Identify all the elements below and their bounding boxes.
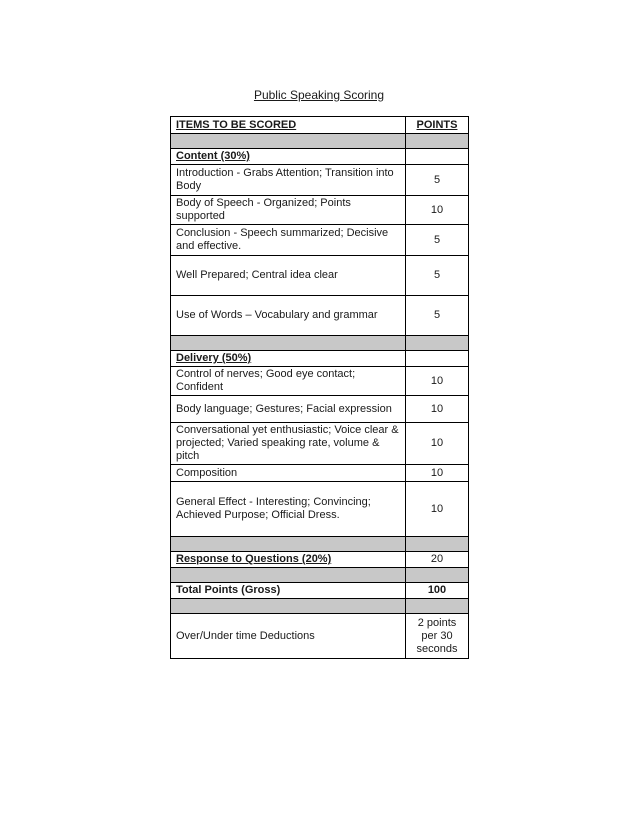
total-row: [171, 583, 469, 599]
response-row: [171, 552, 469, 568]
spacer-cell: [406, 599, 469, 614]
table-row: [171, 396, 469, 423]
table-row: [171, 423, 469, 465]
spacer-cell: [406, 336, 469, 351]
spacer-cell: [171, 568, 406, 583]
page-title: Public Speaking Scoring: [253, 88, 385, 102]
content-section-label: Content (30%): [171, 149, 406, 165]
table-row: [171, 367, 469, 396]
points-column-header: POINTS: [406, 117, 469, 134]
points-cell: 5: [406, 256, 469, 296]
item-cell: Conversational yet enthusiastic; Voice clear & projected; Varied speaking rate, volume & pitch: [171, 423, 406, 465]
spacer-cell: [406, 537, 469, 552]
delivery-section-label: Delivery (50%): [171, 351, 406, 367]
points-cell: 10: [406, 367, 469, 396]
points-cell: 10: [406, 482, 469, 537]
response-label: Response to Questions (20%): [171, 552, 406, 568]
table-header-row: [171, 117, 469, 134]
content-section-row: [171, 149, 469, 165]
spacer-cell: [171, 599, 406, 614]
total-label: Total Points (Gross): [171, 583, 406, 599]
table-row: [171, 296, 469, 336]
item-cell: Use of Words – Vocabulary and grammar: [171, 296, 406, 336]
table-row: [171, 196, 469, 225]
spacer-row: [171, 568, 469, 583]
points-cell: 10: [406, 465, 469, 482]
spacer-row: [171, 537, 469, 552]
table-row: [171, 225, 469, 256]
response-points: 20: [406, 552, 469, 568]
spacer-cell: [171, 134, 406, 149]
spacer-row: [171, 599, 469, 614]
table-row: [171, 465, 469, 482]
points-cell: 10: [406, 423, 469, 465]
points-cell: 5: [406, 165, 469, 196]
delivery-section-row: [171, 351, 469, 367]
item-cell: Composition: [171, 465, 406, 482]
spacer-cell: [171, 336, 406, 351]
deductions-row: [171, 614, 469, 659]
table-row: [171, 482, 469, 537]
points-cell: 10: [406, 396, 469, 423]
item-cell: Conclusion - Speech summarized; Decisive and effective.: [171, 225, 406, 256]
empty-points-cell: [406, 149, 469, 165]
table-row: [171, 256, 469, 296]
points-cell: 5: [406, 225, 469, 256]
spacer-cell: [406, 134, 469, 149]
table-row: [171, 165, 469, 196]
item-cell: Body language; Gestures; Facial expression: [171, 396, 406, 423]
item-cell: Introduction - Grabs Attention; Transition into Body: [171, 165, 406, 196]
item-cell: Body of Speech - Organized; Points supported: [171, 196, 406, 225]
deductions-points: 2 points per 30 seconds: [406, 614, 469, 659]
empty-points-cell: [406, 351, 469, 367]
total-points: 100: [406, 583, 469, 599]
spacer-cell: [406, 568, 469, 583]
points-cell: 5: [406, 296, 469, 336]
points-cell: 10: [406, 196, 469, 225]
item-cell: Well Prepared; Central idea clear: [171, 256, 406, 296]
spacer-row: [171, 134, 469, 149]
scoring-table: [170, 116, 469, 659]
deductions-label: Over/Under time Deductions: [171, 614, 406, 659]
items-column-header: ITEMS TO BE SCORED: [171, 117, 406, 134]
spacer-row: [171, 336, 469, 351]
spacer-cell: [171, 537, 406, 552]
item-cell: Control of nerves; Good eye contact; Confident: [171, 367, 406, 396]
item-cell: General Effect - Interesting; Convincing; Achieved Purpose; Official Dress.: [171, 482, 406, 537]
